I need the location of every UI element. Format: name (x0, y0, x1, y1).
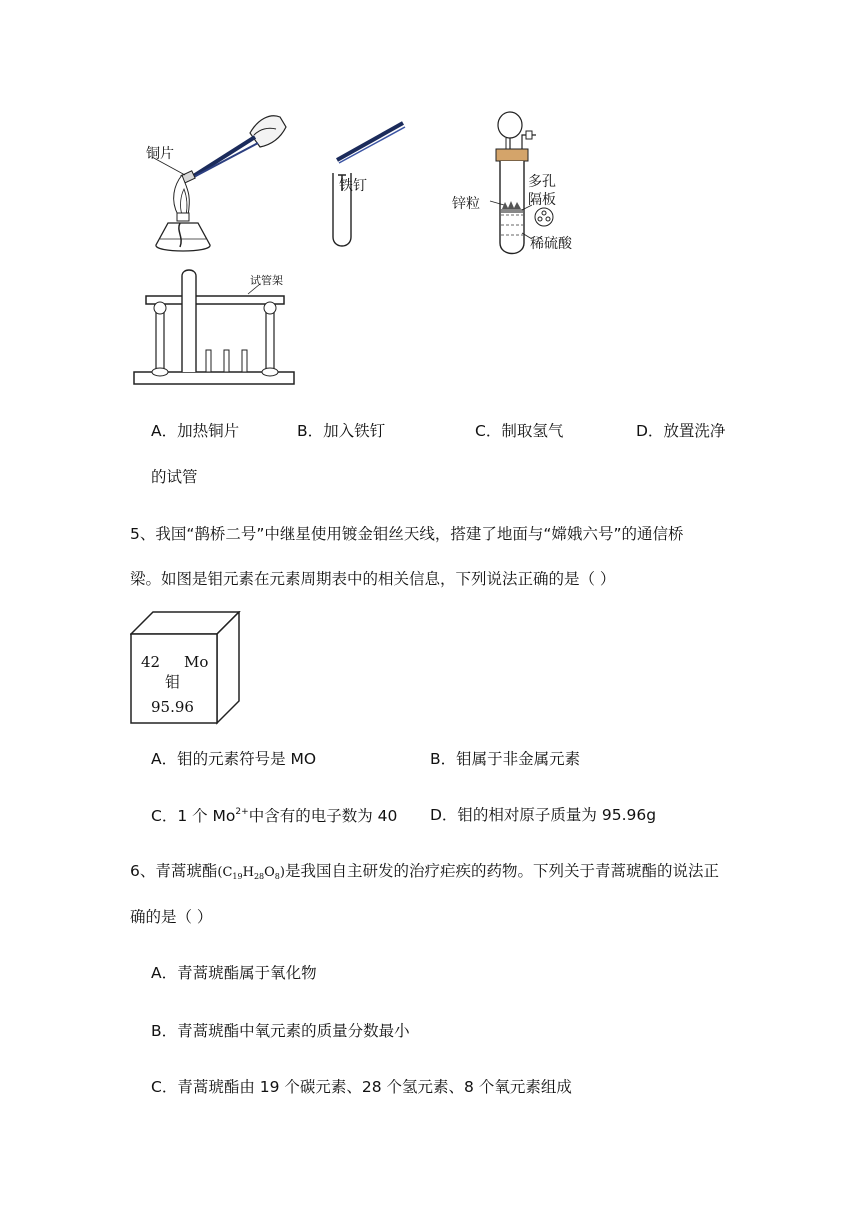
figure-adding-iron-nail (325, 115, 415, 250)
q4-option-a: A．加热铜片 (151, 422, 240, 440)
figure-heating-copper (130, 105, 290, 260)
figure-hydrogen-apparatus (450, 105, 600, 260)
q5-stem-line2: 梁。如图是钼元素在元素周期表中的相关信息，下列说法正确的是（ ） (130, 570, 616, 588)
q5-option-c (151, 808, 397, 825)
alcohol-lamp-tongs-illustration (130, 105, 290, 260)
q4-option-b: B．加入铁钉 (297, 422, 386, 440)
hydrogen-generator-illustration (450, 105, 600, 260)
figure-test-tube-rack (130, 268, 300, 390)
q5-option-a: A．钼的元素符号是 MO (151, 750, 317, 768)
q5-option-c-prefix: C．1 个 Mo (151, 807, 236, 825)
q4-option-c: C．制取氢气 (475, 422, 564, 440)
dilute-sulfuric-acid-label: 稀硫酸 (530, 236, 572, 252)
q6-suffix: 是我国自主研发的治疗疟疾的药物。下列关于青蒿琥酯的说法正 (284, 862, 719, 880)
q6-option-c: C．青蒿琥酯由 19 个碳元素、28 个氢元素、8 个氧元素组成 (151, 1078, 572, 1096)
iron-nail-label: 铁钉 (339, 178, 367, 194)
q4-option-d: D．放置洗净 (636, 422, 726, 440)
element-cell-molybdenum (130, 611, 242, 725)
copper-sheet-label: 铜片 (146, 146, 174, 162)
element-atomic-mass: 95.96 (151, 698, 194, 716)
partition-label: 隔板 (528, 192, 556, 208)
q5-option-c-suffix: 中含有的电子数为 40 (248, 807, 398, 825)
q5-option-b: B．钼属于非金属元素 (430, 750, 581, 768)
q6-prefix: 6、青蒿琥酯 (130, 862, 218, 880)
q6-option-b: B．青蒿琥酯中氧元素的质量分数最小 (151, 1022, 410, 1040)
q5-stem-line1: 5、我国“鹊桥二号”中继星使用镀金钼丝天线，搭建了地面与“嫦娥六号”的通信桥 (130, 525, 684, 543)
q5-option-d: D．钼的相对原子质量为 95.96g (430, 806, 657, 824)
q5-option-c-charge: 2+ (235, 807, 249, 817)
element-name: 钼 (165, 673, 181, 691)
q6-stem-line2: 确的是（ ） (130, 908, 213, 926)
q6-formula: $(C_{19}H_{28}O_8)$ (217, 865, 285, 881)
element-atomic-number: 42 (141, 653, 161, 671)
q6-option-a: A．青蒿琥酯属于氧化物 (151, 964, 317, 982)
element-symbol: Mo (184, 653, 209, 671)
test-tube-rack-label: 试管架 (250, 274, 283, 287)
zinc-granules-label: 锌粒 (452, 196, 480, 212)
porous-label: 多孔 (528, 174, 556, 190)
q4-option-d-continued: 的试管 (151, 468, 198, 486)
q6-stem-line1 (130, 864, 719, 881)
